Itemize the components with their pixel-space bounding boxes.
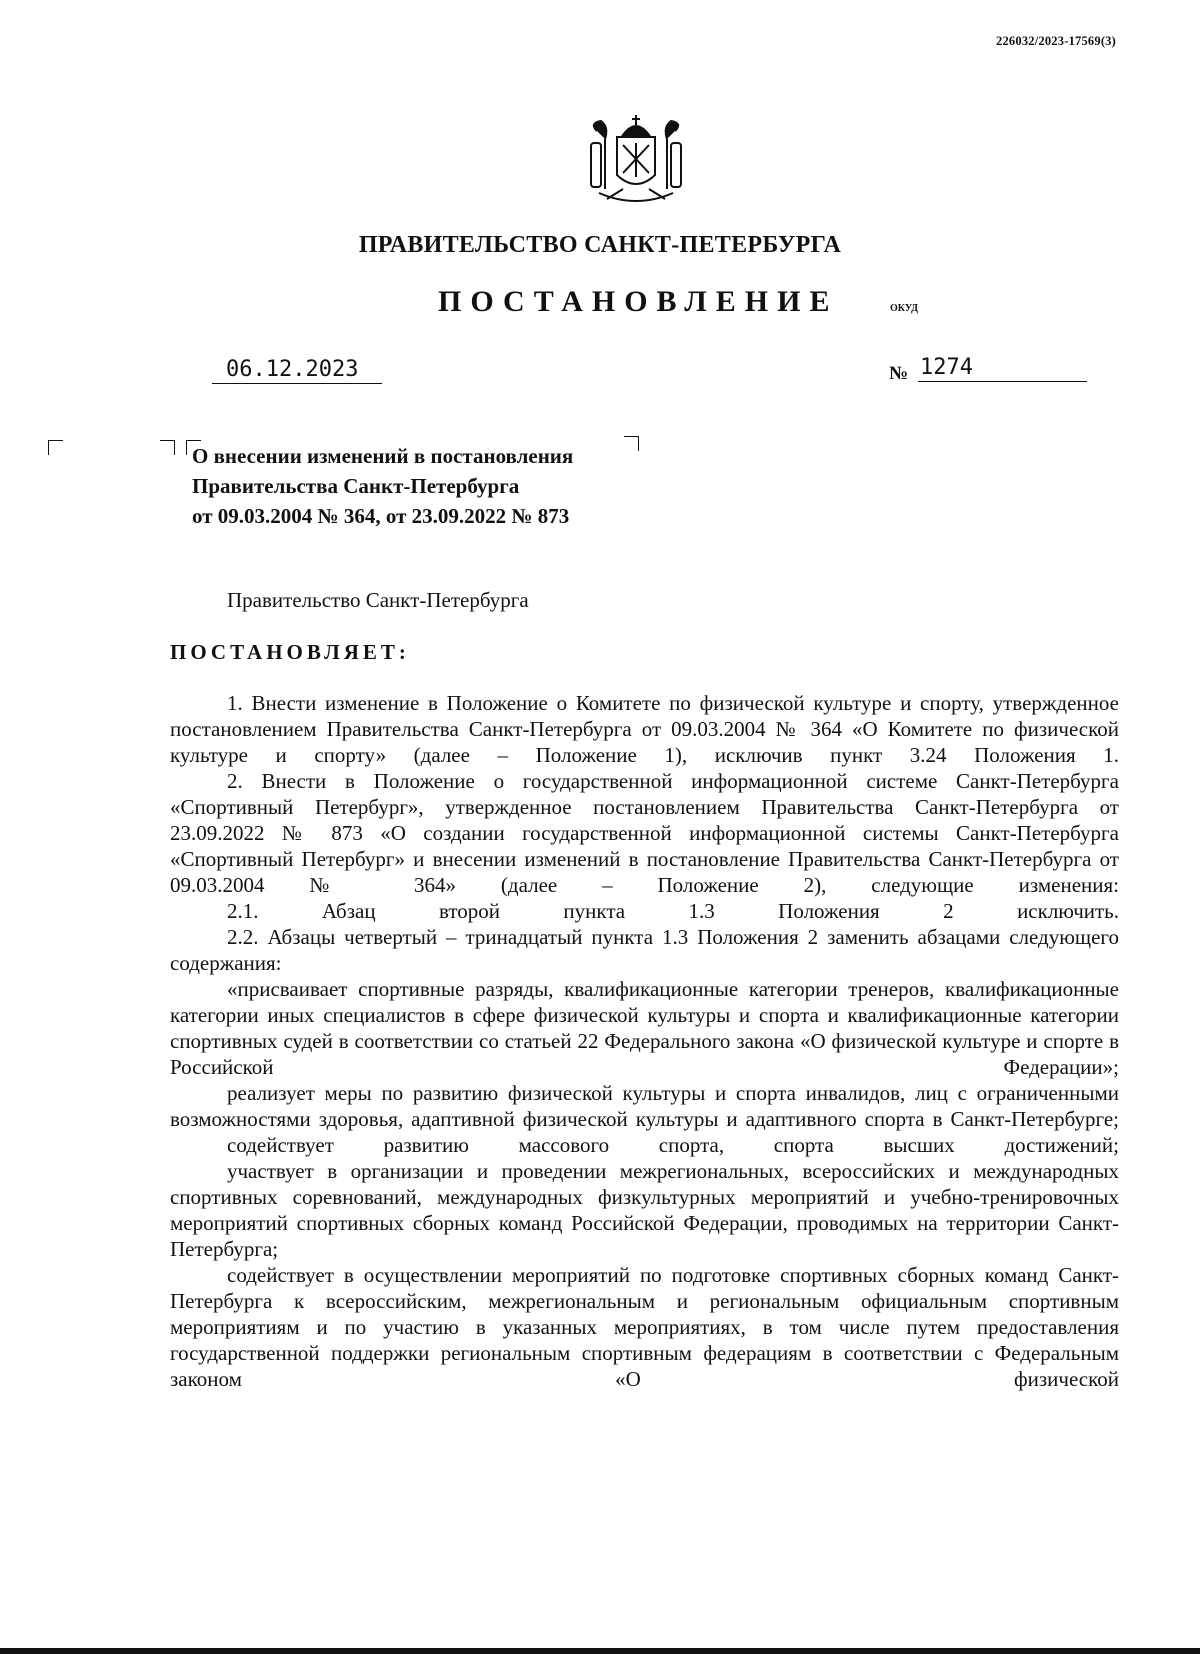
body-paragraph: 1. Внести изменение в Положение о Комитете по физической культуре и спорту, утвержденное постановлением Правительства Санкт-Петербурга от 09.03.2004 № 364 «О Комитете по физической культуре и спорту» (далее – Положение 1), исключив пункт 3.24 Положения 1. — [170, 691, 1119, 767]
subject-bracket-left-outer — [160, 440, 175, 455]
issuing-authority-title: ПРАВИТЕЛЬСТВО САНКТ-ПЕТЕРБУРГА — [358, 232, 842, 258]
document-subject — [192, 441, 573, 531]
body-paragraph: содействует в осуществлении мероприятий по подготовке спортивных сборных команд Санкт-Петербурга к всероссийским, межрегиональным и региональным официальным спортивным мероприятиям и по участию в указанных мероприятиях, в том числе путем предоставления государственной поддержки региональным спортивным федерациям в соответствии с Федеральным законом «О физической — [170, 1263, 1119, 1391]
okud-label: ОКУД — [890, 303, 919, 314]
subject-line: от 09.03.2004 № 364, от 23.09.2022 № 873 — [192, 504, 570, 528]
scan-bottom-edge — [0, 1648, 1200, 1654]
subject-bracket-right — [624, 436, 639, 451]
decree-heading: ПОСТАНОВЛЯЕТ: — [170, 640, 410, 664]
body-paragraph: 2. Внести в Положение о государственной информационной системе Санкт-Петербурга «Спортивный Петербург», утвержденное постановлением Правительства Санкт-Петербурга от 23.09.2022 № 873 «О создании государственной информационной системы Санкт-Петербурга «Спортивный Петербург» и внесении изменений в постановление Правительства Санкт-Петербурга от 09.03.2004 № 364» (далее – Положение 2), следующие изменения: — [170, 769, 1119, 897]
document-type-title: ПОСТАНОВЛЕНИЕ — [438, 285, 839, 318]
left-margin-corner-mark — [48, 440, 63, 455]
document-registration-number: 226032/2023-17569(3) — [996, 34, 1116, 48]
body-paragraph: 2.2. Абзацы четвертый – тринадцатый пункта 1.3 Положения 2 заменить абзацами следующего содержания: — [170, 925, 1119, 975]
number-sign: № — [889, 363, 909, 384]
document-date: 06.12.2023 — [212, 357, 382, 384]
body-paragraph: «присваивает спортивные разряды, квалификационные категории тренеров, квалификационные категории иных специалистов в сфере физической культуры и спорта и квалификационные категории спортивных судей в соответствии со статьей 22 Федерального закона «О физической культуре и спорте в Российской Федерации»; — [170, 977, 1119, 1079]
document-number: 1274 — [918, 355, 1087, 382]
body-paragraph: 2.1. Абзац второй пункта 1.3 Положения 2 исключить. — [227, 899, 1119, 923]
subject-line: О внесении изменений в постановления — [192, 444, 574, 468]
body-paragraph: содействует развитию массового спорта, спорта высших достижений; — [227, 1133, 1119, 1157]
document-body — [170, 690, 1119, 1392]
authority-line: Правительство Санкт-Петербурга — [227, 588, 529, 612]
body-paragraph: реализует меры по развитию физической культуры и спорта инвалидов, лиц с ограниченными возможностями здоровья, адаптивной физической культуры и адаптивного спорта в Санкт-Петербурге; — [170, 1081, 1119, 1131]
subject-line: Правительства Санкт-Петербурга — [192, 474, 520, 498]
coat-of-arms-emblem — [583, 113, 689, 209]
body-paragraph: участвует в организации и проведении межрегиональных, всероссийских и международных спортивных соревнований, международных физкультурных мероприятий и учебно-тренировочных мероприятий спортивных сборных команд Российской Федерации, проводимых на территории Санкт-Петербурга; — [170, 1159, 1119, 1261]
